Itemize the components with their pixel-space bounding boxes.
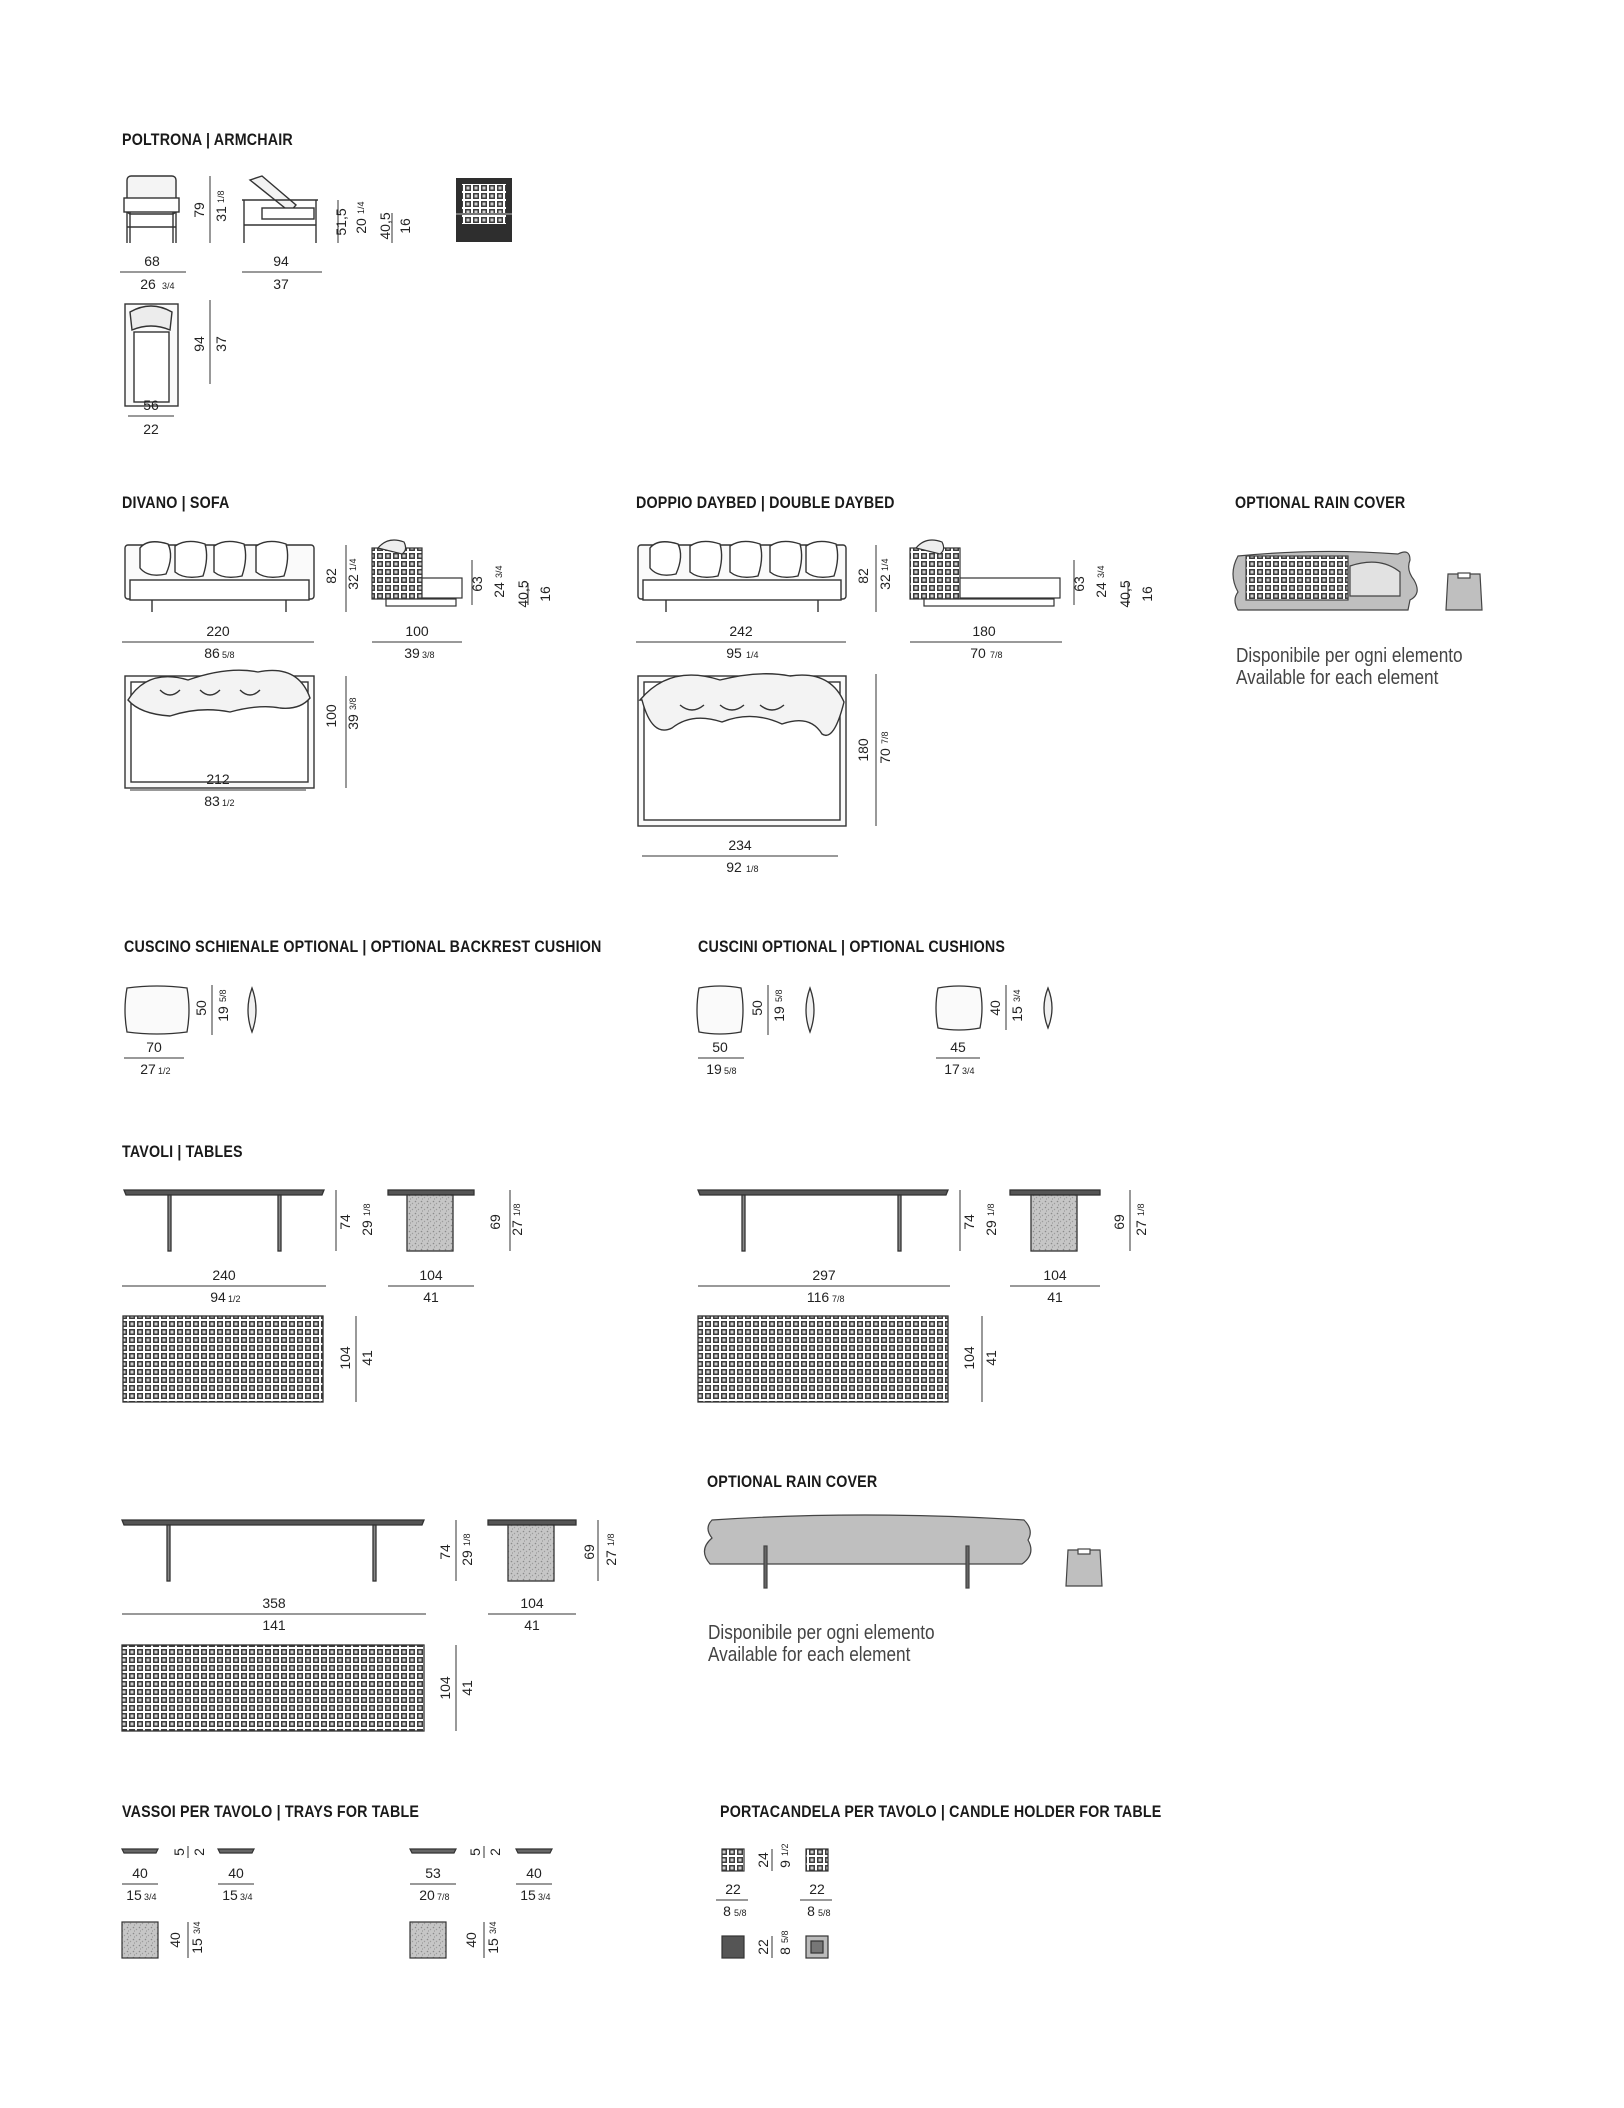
sofa-front-drawing — [125, 541, 314, 612]
dim-cm: 53 — [425, 1865, 441, 1881]
dim-in: 19 — [215, 1006, 231, 1022]
dim-cm: 212 — [206, 771, 230, 787]
dim-in: 15 — [485, 1938, 501, 1954]
dim-frac: 3/4 — [1012, 989, 1022, 1002]
dim-in: 92 — [726, 859, 742, 875]
dim-cm: 22 — [725, 1881, 741, 1897]
dim-in: 9 — [777, 1860, 793, 1868]
dim-in: 20 — [353, 218, 369, 234]
dim-in: 2 — [487, 1848, 503, 1856]
table-358-top-drawing — [122, 1645, 424, 1731]
dim-cm: 180 — [972, 623, 996, 639]
dim-in: 19 — [706, 1061, 722, 1077]
dim-in: 32 — [877, 574, 893, 590]
dim-in: 41 — [359, 1350, 375, 1366]
armchair-front-drawing — [124, 176, 179, 243]
dim-cm: 234 — [728, 837, 752, 853]
dim-frac: 7/8 — [437, 1892, 450, 1902]
dim-cm: 358 — [262, 1595, 286, 1611]
dim-frac: 5/8 — [218, 989, 228, 1002]
dim-cm: 22 — [755, 1939, 771, 1955]
dim-cm: 220 — [206, 623, 230, 639]
dim-in: 16 — [397, 218, 413, 234]
dim-in: 24 — [1093, 582, 1109, 598]
dim-cm: 40 — [526, 1865, 542, 1881]
dim-cm: 40 — [463, 1932, 479, 1948]
table-240-end-drawing — [388, 1190, 474, 1251]
sofa-side-drawing — [372, 540, 462, 606]
dim-in: 16 — [1139, 586, 1155, 602]
dim-frac: 5/8 — [818, 1908, 831, 1918]
rain-cover-heading: OPTIONAL RAIN COVER — [1235, 493, 1406, 512]
dim-in: 15 — [1009, 1006, 1025, 1022]
dim-frac: 3/4 — [240, 1892, 253, 1902]
dim-in: 70 — [877, 748, 893, 764]
dim-frac: 3/4 — [488, 1921, 498, 1934]
dim-frac: 3/4 — [1096, 565, 1106, 578]
dim-in: 8 — [777, 1947, 793, 1955]
dim-cm: 100 — [323, 704, 339, 728]
dim-cm: 297 — [812, 1267, 836, 1283]
dim-in: 86 — [204, 645, 220, 661]
dim-cm: 5 — [171, 1848, 187, 1856]
backrest-cushion-heading: CUSCINO SCHIENALE OPTIONAL | OPTIONAL BACKREST CUSHION — [124, 937, 602, 956]
dim-cm: 51,5 — [333, 208, 349, 236]
rain-cover-note-it: Disponibile per ogni elemento — [1236, 645, 1463, 667]
rain-cover-cube-drawing — [1446, 573, 1482, 610]
table-297-end-drawing — [1010, 1190, 1100, 1251]
dim-cm: 69 — [581, 1544, 597, 1560]
dim-in: 41 — [524, 1617, 540, 1633]
dim-cm: 63 — [1071, 576, 1087, 592]
dim-cm: 69 — [1111, 1214, 1127, 1230]
dim-frac: 1/8 — [746, 864, 759, 874]
dim-frac: 1/8 — [462, 1533, 472, 1546]
dim-cm: 74 — [337, 1214, 353, 1230]
dim-in: 15 — [126, 1887, 142, 1903]
table-297-side-drawing — [698, 1190, 948, 1251]
dim-cm: 50 — [749, 1000, 765, 1016]
dim-cm: 24 — [755, 1852, 771, 1868]
rain-cover-2-heading: OPTIONAL RAIN COVER — [707, 1472, 878, 1491]
dim-frac: 5/8 — [724, 1066, 737, 1076]
dim-cm: 22 — [809, 1881, 825, 1897]
rain-cover-2-note-en: Available for each element — [708, 1644, 911, 1666]
dim-frac: 1/2 — [780, 1843, 790, 1856]
dim-frac: 5/8 — [780, 1930, 790, 1943]
dim-in: 24 — [491, 582, 507, 598]
dim-frac: 1/8 — [512, 1203, 522, 1216]
daybed-heading: DOPPIO DAYBED | DOUBLE DAYBED — [636, 493, 895, 512]
dim-in: 31 — [213, 206, 229, 222]
dim-in: 95 — [726, 645, 742, 661]
dim-frac: 1/8 — [1136, 1203, 1146, 1216]
dim-in: 15 — [222, 1887, 238, 1903]
backrest-cushion-drawing — [125, 986, 256, 1034]
dim-in: 41 — [983, 1350, 999, 1366]
dim-in: 16 — [537, 586, 553, 602]
dim-frac: 1/4 — [348, 558, 358, 571]
armchair-heading: POLTRONA | ARMCHAIR — [122, 130, 293, 149]
dim-cm: 104 — [961, 1346, 977, 1370]
armchair-top-drawing — [125, 304, 178, 406]
rain-cover-table-end-drawing — [1066, 1549, 1102, 1586]
candle-holder-heading: PORTACANDELA PER TAVOLO | CANDLE HOLDER FOR TABLE — [720, 1802, 1162, 1821]
dim-in: 94 — [210, 1289, 226, 1305]
rain-cover-sofa-drawing — [1233, 551, 1417, 610]
sofa-heading: DIVANO | SOFA — [122, 493, 230, 512]
table-358-end-drawing — [488, 1520, 576, 1581]
dim-in: 8 — [807, 1903, 815, 1919]
dim-frac: 1/8 — [362, 1203, 372, 1216]
dim-frac: 1/4 — [746, 650, 759, 660]
dim-frac: 5/8 — [734, 1908, 747, 1918]
table-240-side-drawing — [124, 1190, 324, 1251]
dim-in: 83 — [204, 793, 220, 809]
dim-cm: 40 — [987, 1000, 1003, 1016]
dim-cm: 242 — [729, 623, 753, 639]
dim-cm: 104 — [1043, 1267, 1067, 1283]
dim-frac: 1/2 — [222, 798, 235, 808]
dim-cm: 40 — [167, 1932, 183, 1948]
table-297-top-drawing — [698, 1316, 948, 1402]
dim-frac: 1/4 — [356, 201, 366, 214]
dim-cm: 104 — [337, 1346, 353, 1370]
rain-cover-2-note-it: Disponibile per ogni elemento — [708, 1622, 935, 1644]
dim-cm: 79 — [191, 202, 207, 218]
dim-cm: 74 — [437, 1544, 453, 1560]
armchair-back-drawing — [456, 178, 512, 242]
dim-frac: 3/4 — [162, 281, 175, 291]
dim-cm: 240 — [212, 1267, 236, 1283]
rain-cover-note-en: Available for each element — [1236, 667, 1439, 689]
dim-cm: 180 — [855, 738, 871, 762]
dim-in: 39 — [345, 714, 361, 730]
dim-in: 41 — [1047, 1289, 1063, 1305]
dim-cm: 40,5 — [377, 212, 393, 240]
dim-frac: 7/8 — [880, 731, 890, 744]
dim-cm: 100 — [405, 623, 429, 639]
dim-in: 27 — [603, 1550, 619, 1566]
cushions-heading: CUSCINI OPTIONAL | OPTIONAL CUSHIONS — [698, 937, 1006, 956]
dim-frac: 1/8 — [606, 1533, 616, 1546]
dim-in: 116 — [806, 1289, 830, 1305]
dim-frac: 5/8 — [774, 989, 784, 1002]
dim-frac: 3/8 — [422, 650, 435, 660]
dim-in: 8 — [723, 1903, 731, 1919]
dim-cm: 40,5 — [1117, 580, 1133, 608]
dim-in: 27 — [140, 1061, 156, 1077]
tables-heading: TAVOLI | TABLES — [122, 1142, 243, 1161]
dim-cm: 70 — [146, 1039, 162, 1055]
dim-in: 41 — [459, 1680, 475, 1696]
dim-cm: 82 — [855, 568, 871, 584]
dim-cm: 69 — [487, 1214, 503, 1230]
dim-cm: 40,5 — [515, 580, 531, 608]
dim-cm: 94 — [191, 336, 207, 352]
dim-in: 26 — [140, 276, 156, 292]
dim-cm: 68 — [144, 253, 160, 269]
dim-in: 19 — [771, 1006, 787, 1022]
dim-in: 15 — [189, 1938, 205, 1954]
dim-cm: 74 — [961, 1214, 977, 1230]
dim-frac: 3/4 — [494, 565, 504, 578]
dim-in: 39 — [404, 645, 420, 661]
dim-cm: 40 — [228, 1865, 244, 1881]
dim-frac: 1/2 — [158, 1066, 171, 1076]
dim-in: 29 — [983, 1220, 999, 1236]
dim-frac: 3/4 — [144, 1892, 157, 1902]
dim-in: 17 — [944, 1061, 960, 1077]
dim-frac: 3/4 — [538, 1892, 551, 1902]
trays-heading: VASSOI PER TAVOLO | TRAYS FOR TABLE — [122, 1802, 420, 1821]
dim-frac: 3/4 — [962, 1066, 975, 1076]
dim-in: 2 — [191, 1848, 207, 1856]
dim-in: 70 — [970, 645, 986, 661]
dim-in: 29 — [459, 1550, 475, 1566]
dim-frac: 5/8 — [222, 650, 235, 660]
dim-frac: 1/2 — [228, 1294, 241, 1304]
dim-frac: 7/8 — [832, 1294, 845, 1304]
daybed-side-drawing — [910, 540, 1060, 606]
rain-cover-table-drawing — [704, 1515, 1030, 1588]
dim-cm: 104 — [437, 1676, 453, 1700]
dim-frac: 1/8 — [216, 190, 226, 203]
dim-frac: 1/4 — [880, 558, 890, 571]
dim-in: 32 — [345, 574, 361, 590]
armchair-side-drawing — [242, 176, 318, 243]
table-358-side-drawing — [122, 1520, 424, 1581]
dim-frac: 7/8 — [990, 650, 1003, 660]
daybed-front-drawing — [638, 541, 846, 612]
dim-in: 27 — [1133, 1220, 1149, 1236]
dim-frac: 3/8 — [348, 697, 358, 710]
daybed-top-drawing — [638, 674, 846, 826]
dim-cm: 104 — [419, 1267, 443, 1283]
dim-cm: 82 — [323, 568, 339, 584]
dim-in: 37 — [213, 336, 229, 352]
dim-cm: 50 — [712, 1039, 728, 1055]
dim-frac: 3/4 — [192, 1921, 202, 1934]
dim-in: 141 — [262, 1617, 286, 1633]
dim-cm: 63 — [469, 576, 485, 592]
dim-cm: 56 — [143, 397, 159, 413]
dim-in: 27 — [509, 1220, 525, 1236]
dim-in: 29 — [359, 1220, 375, 1236]
dim-cm: 104 — [520, 1595, 544, 1611]
dim-in: 15 — [520, 1887, 536, 1903]
dim-cm: 45 — [950, 1039, 966, 1055]
table-240-top-drawing — [123, 1316, 323, 1402]
dim-cm: 94 — [273, 253, 289, 269]
dim-in: 20 — [419, 1887, 435, 1903]
dim-in: 41 — [423, 1289, 439, 1305]
dim-frac: 1/8 — [986, 1203, 996, 1216]
dim-cm: 5 — [467, 1848, 483, 1856]
dim-in: 22 — [143, 421, 159, 437]
dim-cm: 40 — [132, 1865, 148, 1881]
dim-cm: 50 — [193, 1000, 209, 1016]
dim-in: 37 — [273, 276, 289, 292]
